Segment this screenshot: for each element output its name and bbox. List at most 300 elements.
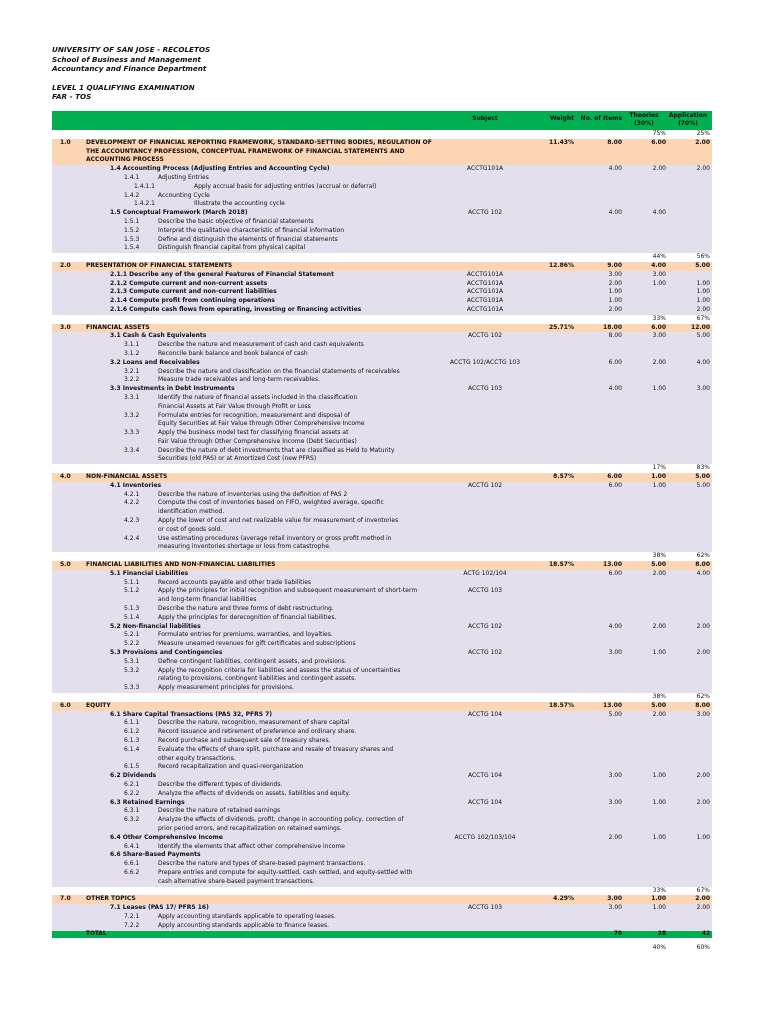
application-cell: 25%	[696, 130, 710, 137]
theories-cell: 1.00	[651, 895, 666, 903]
items-cell: 9.00	[607, 261, 622, 269]
theories-cell: 33%	[652, 886, 666, 894]
topic-text: 3.3 Investments in Debt Instruments	[110, 385, 235, 393]
items-cell: 18.00	[603, 323, 622, 331]
topic-row	[52, 394, 712, 403]
topic-text: Describe the nature and measurement of cash and cash equivalents	[158, 341, 364, 349]
section-number: 3.0	[60, 323, 71, 331]
topic-row	[52, 781, 712, 790]
subject-cell: ACCTG101A	[466, 165, 504, 173]
application-cell: 2.00	[696, 798, 710, 806]
items-cell: 3.00	[607, 895, 622, 903]
topic-row	[52, 623, 712, 632]
topic-text: 3.1 Cash & Cash Equivalents	[110, 332, 207, 340]
topic-code: 5.1.1	[124, 578, 140, 586]
application-cell: 2.00	[696, 772, 710, 780]
total-application: 42	[701, 930, 710, 937]
subject-cell: ACTG 102/104	[463, 569, 507, 577]
section-row	[52, 139, 712, 148]
topic-row	[52, 711, 712, 720]
topic-text: Record accounts payable and other trade liabilities	[158, 578, 312, 586]
section-title: ACCOUNTING PROCESS	[86, 156, 164, 164]
topic-row	[52, 737, 712, 746]
weight-cell: 11.43%	[549, 138, 574, 146]
topic-text: Measure unearned revenues for gift certificates and subscriptions	[158, 640, 356, 648]
topic-text: measuring inventories shortage or loss from catastrophe.	[158, 543, 331, 551]
items-cell: 3.00	[608, 904, 622, 912]
topic-text: Prepare entries and compute for equity-settled, cash settled, and equity-settled with	[158, 868, 413, 876]
topic-text: Interpret the qualitative characteristic of financial information	[158, 226, 345, 234]
percent-row	[52, 253, 712, 262]
topic-code: 1.5.3	[124, 235, 140, 243]
topic-row	[52, 244, 712, 253]
application-cell: 12.00	[691, 323, 710, 331]
topic-row	[52, 649, 712, 658]
application-cell: 2.00	[696, 649, 710, 657]
topic-row	[52, 236, 712, 245]
topic-code: 6.1.2	[124, 728, 140, 736]
application-cell: 4.00	[696, 358, 710, 366]
topic-text: 1.5 Conceptual Framework (March 2018)	[110, 209, 248, 217]
topic-text: 5.3 Provisions and Contingencies	[110, 649, 223, 657]
section-row	[52, 262, 712, 271]
topic-code: 4.2.4	[124, 534, 140, 542]
topic-code: 5.1.2	[124, 587, 140, 595]
topic-text: Describe the nature of inventories using the definition of PAS 2	[158, 490, 348, 498]
topic-text: Formulate entries for recognition, measurement and disposal of	[158, 411, 350, 419]
section-row	[52, 561, 712, 570]
application-cell: 67%	[696, 886, 710, 894]
application-cell: 5.00	[696, 481, 710, 489]
subject-cell: ACCTG101A	[466, 279, 504, 287]
topic-text: Fair Value through Other Comprehensive Income (Debt Securities)	[158, 437, 357, 445]
theories-cell: 4.00	[651, 261, 666, 269]
topic-code: 4.2.2	[124, 499, 140, 507]
topic-row	[52, 412, 712, 421]
topic-code: 5.1.4	[124, 613, 140, 621]
topic-text: Apply the business model test for classifying financial assets at	[158, 429, 349, 437]
total-row	[52, 931, 712, 938]
topic-row	[52, 658, 712, 667]
topic-code: 6.1.3	[124, 736, 140, 744]
topic-row	[52, 587, 712, 596]
weight-cell: 4.29%	[553, 895, 574, 903]
topic-code: 3.3.2	[124, 411, 140, 419]
topic-row	[52, 517, 712, 526]
topic-row	[52, 614, 712, 623]
topic-text: Equity Securities at Fair Value through Other Comprehensive Income	[158, 420, 365, 428]
topic-row	[52, 816, 712, 825]
items-cell: 6.00	[608, 481, 622, 489]
topic-row	[52, 746, 712, 755]
application-cell: 67%	[696, 314, 710, 322]
topic-row	[52, 640, 712, 649]
topic-code: 3.2.1	[124, 367, 140, 375]
document-header	[52, 45, 210, 102]
weight-cell: 18.57%	[549, 561, 574, 569]
subject-cell: ACCTG 102	[467, 622, 503, 630]
subject-cell: ACCTG101A	[466, 270, 504, 278]
topic-row	[52, 596, 712, 605]
application-cell: 8.00	[695, 701, 710, 709]
topic-code: 1.4.2	[124, 191, 140, 199]
topic-text: 6.6 Share-Based Payments	[110, 851, 201, 859]
items-cell: 4.00	[608, 622, 622, 630]
topic-row	[52, 209, 712, 218]
topic-text: Describe the basic objective of financial statements	[158, 217, 314, 225]
application-cell: 2.00	[696, 305, 710, 313]
weight-cell: 12.86%	[549, 261, 574, 269]
topic-row	[52, 306, 712, 315]
topic-text: 6.2 Dividends	[110, 772, 157, 780]
items-cell: 3.00	[608, 772, 622, 780]
topic-row	[52, 878, 712, 887]
topic-text: Define and distinguish the elements of financial statements	[158, 235, 338, 243]
topic-row	[52, 728, 712, 737]
application-cell: 5.00	[695, 473, 710, 481]
topic-row	[52, 376, 712, 385]
topic-code: 3.3.4	[124, 446, 140, 454]
department-name: Accountancy and Finance Department	[52, 64, 207, 73]
topic-row	[52, 280, 712, 289]
topic-text: Measure trade receivables and long-term receivables.	[158, 376, 320, 384]
topic-text: 6.4 Other Comprehensive Income	[110, 833, 223, 841]
topic-row	[52, 570, 712, 579]
topic-text: and long-term financial liabilities	[158, 596, 257, 604]
theories-cell: 38%	[652, 693, 666, 700]
topic-text: Adjusting Entries	[158, 173, 209, 181]
application-header: Application (70%)	[668, 112, 708, 127]
footer-theories-pct: 40%	[652, 943, 666, 951]
theories-cell: 1.00	[652, 279, 666, 287]
topic-row	[52, 904, 712, 913]
topic-code: 6.1.1	[124, 719, 140, 727]
topic-code: 5.3.2	[124, 666, 140, 674]
school-name: School of Business and Management	[52, 54, 201, 64]
subject-cell: ACCTG 102	[467, 649, 503, 657]
topic-text: 7.1 Leases (PAS 17/ PFRS 16)	[110, 904, 209, 912]
theories-cell: 3.00	[652, 332, 666, 340]
theories-cell: 5.00	[651, 701, 666, 709]
application-cell: 3.00	[696, 710, 710, 718]
theories-cell: 1.00	[652, 385, 666, 393]
topic-code: 4.2.3	[124, 517, 140, 525]
items-cell: 2.00	[608, 305, 622, 313]
topic-text: 5.2 Non-financial liabilities	[110, 622, 201, 630]
topic-text: Identify the elements that affect other comprehensive income	[158, 842, 345, 850]
items-cell: 1.00	[608, 288, 622, 296]
section-number: 4.0	[60, 473, 71, 481]
topic-text: Illustrate the accounting cycle	[194, 200, 285, 208]
topic-row	[52, 227, 712, 236]
topic-text: Apply the principles for initial recognition and subsequent measurement of short-term	[158, 587, 418, 595]
percent-row	[52, 464, 712, 473]
topic-text: Apply measurement principles for provisions.	[158, 684, 295, 692]
subject-cell: ACCTG 103	[467, 385, 503, 393]
items-cell: 5.00	[608, 710, 622, 718]
table-header-row	[52, 111, 712, 130]
topic-row	[52, 499, 712, 508]
topic-row	[52, 183, 712, 192]
topic-row	[52, 332, 712, 341]
application-cell: 1.00	[696, 297, 710, 305]
topic-row	[52, 508, 712, 517]
topic-row	[52, 174, 712, 183]
topic-text: Apply the recognition criteria for liabilities and assess the status of uncertainties	[158, 666, 401, 674]
topic-row	[52, 772, 712, 781]
topic-text: Securities (old PAS) or at Amortized Cost (new PFRS)	[158, 455, 317, 463]
items-cell: 8.00	[608, 332, 622, 340]
topic-text: Financial Assets at Fair Value through Profit or Loss	[158, 402, 311, 410]
items-cell: 2.00	[608, 279, 622, 287]
application-cell: 1.00	[696, 288, 710, 296]
topic-text: 4.1 Inventories	[110, 481, 162, 489]
topic-row	[52, 368, 712, 377]
topic-text: Apply the principles for derecognition of financial liabilities.	[158, 613, 337, 621]
theories-cell: 44%	[652, 253, 666, 261]
topic-code: 1.4.1	[124, 173, 140, 181]
application-cell: 62%	[696, 552, 710, 560]
application-cell: 2.00	[696, 622, 710, 630]
application-cell: 5.00	[696, 332, 710, 340]
topic-text: Describe the nature and three forms of debt restructuring.	[158, 605, 334, 613]
subject-cell: ACCTG 103	[467, 904, 503, 912]
weight-cell: 18.57%	[549, 701, 574, 709]
theories-cell: 5.00	[651, 561, 666, 569]
application-cell: 83%	[696, 464, 710, 472]
topic-text: 2.1.4 Compute profit from continuing operations	[110, 297, 275, 305]
application-cell: 8.00	[695, 561, 710, 569]
topic-text: Describe the nature, recognition, measurement of share capital	[158, 719, 350, 727]
topic-row	[52, 913, 712, 922]
topic-text: Distinguish financial capital from physical capital	[158, 244, 306, 252]
topic-text: 2.1.6 Compute cash flows from operating, investing or financing activities	[110, 305, 362, 313]
topic-text: Describe the different types of dividends.	[158, 780, 283, 788]
topic-text: Formulate entries for premiums, warranties, and loyalties.	[158, 631, 333, 639]
topic-code: 5.1.3	[124, 605, 140, 613]
topic-text: Record purchase and subsequent sale of treasury shares.	[158, 736, 331, 744]
topic-row	[52, 667, 712, 676]
topic-code: 3.3.1	[124, 393, 140, 401]
theories-cell: 2.00	[652, 165, 666, 173]
application-cell: 2.00	[696, 165, 710, 173]
items-cell: 2.00	[608, 833, 622, 841]
topic-text: 6.1 Share Capital Transactions (PAS 32, PFRS 7)	[110, 710, 273, 718]
topic-text: Compute the cost of inventories based on FIFO, weighted average, specific	[158, 499, 384, 507]
theories-cell: 3.00	[652, 270, 666, 278]
theories-cell: 2.00	[652, 622, 666, 630]
theories-header: Theories (30%)	[629, 112, 659, 127]
theories-cell: 1.00	[652, 798, 666, 806]
application-cell: 1.00	[696, 833, 710, 841]
topic-code: 6.1.5	[124, 763, 140, 771]
theories-cell: 1.00	[652, 772, 666, 780]
section-row	[52, 702, 712, 711]
application-cell: 1.00	[696, 279, 710, 287]
theories-cell: 4.00	[652, 209, 666, 217]
total-label: TOTAL	[86, 930, 107, 937]
topic-row	[52, 675, 712, 684]
topic-text: Accounting Cycle	[158, 191, 210, 199]
application-cell: 62%	[696, 693, 710, 700]
section-title: PRESENTATION OF FINANCIAL STATEMENTS	[86, 261, 233, 269]
topic-code: 6.3.1	[124, 807, 140, 815]
topic-row	[52, 482, 712, 491]
topic-code: 1.4.2.1	[134, 200, 155, 208]
topic-row	[52, 297, 712, 306]
section-number: 1.0	[60, 138, 71, 146]
theories-cell: 38%	[652, 552, 666, 560]
subject-cell: ACCTG 104	[467, 798, 503, 806]
topic-code: 1.5.1	[124, 217, 140, 225]
items-cell: 6.00	[608, 358, 622, 366]
section-title: FINANCIAL ASSETS	[86, 323, 150, 331]
theories-cell: 2.00	[652, 710, 666, 718]
topic-text: Reconcile bank balance and book balance of cash	[158, 349, 308, 357]
topic-text: identification method.	[158, 508, 225, 516]
subject-cell: ACCTG 104	[467, 772, 503, 780]
section-number: 5.0	[60, 561, 71, 569]
topic-row	[52, 288, 712, 297]
topic-text: Describe the nature of retained earnings	[158, 807, 281, 815]
topic-row	[52, 763, 712, 772]
application-cell: 2.00	[696, 904, 710, 912]
topic-text: prior period errors, and recapitalization on retained earnings.	[158, 824, 342, 832]
topic-row	[52, 631, 712, 640]
topic-text: 1.4 Accounting Process (Adjusting Entries and Accounting Cycle)	[110, 165, 330, 173]
topic-code: 6.6.2	[124, 868, 140, 876]
section-row	[52, 324, 712, 333]
weight-cell: 8.57%	[553, 473, 574, 481]
section-row	[52, 895, 712, 904]
footer-percent-row	[52, 944, 712, 953]
topic-row	[52, 455, 712, 464]
theories-cell: 17%	[652, 464, 666, 472]
section-row	[52, 156, 712, 165]
topic-row	[52, 341, 712, 350]
topic-text: Analyze the effects of dividends on assets, liabilities and equity.	[158, 789, 351, 797]
topic-text: Record recapitalization and quasi-reorganization	[158, 763, 304, 771]
topic-text: Identify the nature of financial assets included in the classification	[158, 393, 358, 401]
topic-code: 3.3.3	[124, 429, 140, 437]
percent-row	[52, 315, 712, 324]
topic-code: 6.2.2	[124, 789, 140, 797]
topic-row	[52, 271, 712, 280]
theories-cell: 6.00	[651, 323, 666, 331]
section-title: FINANCIAL LIABILITIES AND NON-FINANCIAL LIABILITIES	[86, 561, 276, 569]
topic-text: Define contingent liabilities, contingent assets, and provisions.	[158, 657, 347, 665]
subject-cell: ACCTG 102	[467, 481, 503, 489]
university-name: UNIVERSITY OF SAN JOSE - RECOLETOS	[52, 45, 211, 54]
subject-cell: ACCTG 102/103/104	[454, 833, 516, 841]
items-cell: 3.00	[608, 649, 622, 657]
topic-row	[52, 684, 712, 693]
topic-row	[52, 922, 712, 931]
topic-row	[52, 403, 712, 412]
subject-cell: ACCTG101A	[466, 288, 504, 296]
section-title: NON-FINANCIAL ASSETS	[86, 473, 168, 481]
exam-subtitle: FAR - TOS	[52, 92, 92, 101]
topic-row	[52, 860, 712, 869]
topic-code: 6.3.2	[124, 816, 140, 824]
section-number: 6.0	[60, 701, 71, 709]
percent-row	[52, 130, 712, 139]
section-title: THE ACCOUNTANCY PROFESSION, CONCEPTUAL FRAMEWORK OF FINANCIAL STATEMENTS AND	[86, 147, 405, 155]
section-number: 2.0	[60, 261, 71, 269]
theories-cell: 2.00	[652, 358, 666, 366]
topic-row	[52, 790, 712, 799]
topic-row	[52, 719, 712, 728]
theories-cell: 1.00	[652, 481, 666, 489]
total-items: 70	[613, 930, 622, 937]
items-cell: 4.00	[608, 209, 622, 217]
topic-text: 2.1.1 Describe any of the general Features of Financial Statement	[110, 270, 334, 278]
application-cell: 2.00	[695, 138, 710, 146]
topic-row	[52, 165, 712, 174]
topic-text: Use estimating procedures (average retail inventory or gross profit method in	[158, 534, 392, 542]
tos-table	[52, 111, 712, 953]
application-cell: 56%	[696, 253, 710, 261]
items-cell: 13.00	[603, 561, 622, 569]
topic-code: 6.6.1	[124, 860, 140, 868]
topic-text: or cost of goods sold.	[158, 525, 223, 533]
section-row	[52, 148, 712, 157]
topic-row	[52, 535, 712, 544]
section-row	[52, 473, 712, 482]
topic-row	[52, 605, 712, 614]
topic-text: Analyze the effects of dividends, profit, change in accounting policy, correction of	[158, 816, 404, 824]
topic-code: 3.1.1	[124, 341, 140, 349]
topic-row	[52, 755, 712, 764]
topic-code: 1.5.4	[124, 244, 140, 252]
weight-cell: 25.71%	[549, 323, 574, 331]
subject-cell: ACCTG 102/ACCTG 103	[449, 358, 521, 366]
topic-code: 6.1.4	[124, 745, 140, 753]
topic-text: Apply accounting standards applicable to finance leases.	[158, 921, 330, 929]
topic-code: 5.2.1	[124, 631, 140, 639]
topic-code: 7.2.1	[124, 912, 140, 920]
topic-text: Apply accrual basis for adjusting entries (accrual or deferral)	[194, 182, 377, 190]
topic-row	[52, 447, 712, 456]
theories-cell: 75%	[652, 130, 666, 137]
topic-row	[52, 350, 712, 359]
total-theories: 28	[657, 930, 666, 937]
application-cell: 4.00	[696, 569, 710, 577]
topic-row	[52, 200, 712, 209]
topic-text: Describe the nature of debt investments that are classified as Held to Maturity	[158, 446, 395, 454]
topic-row	[52, 359, 712, 368]
percent-row	[52, 887, 712, 896]
topic-row	[52, 543, 712, 552]
topic-code: 3.2.2	[124, 376, 140, 384]
topic-row	[52, 869, 712, 878]
topic-row	[52, 843, 712, 852]
topic-code: 1.5.2	[124, 226, 140, 234]
subject-cell: ACCTG 104	[467, 710, 503, 718]
topic-code: 5.3.3	[124, 684, 140, 692]
topic-row	[52, 834, 712, 843]
items-cell: 13.00	[603, 701, 622, 709]
topic-row	[52, 429, 712, 438]
exam-title: LEVEL 1 QUALIFYING EXAMINATION	[52, 82, 195, 92]
topic-text: Record issuance and retirement of preference and ordinary share.	[158, 728, 357, 736]
topic-code: 3.1.2	[124, 349, 140, 357]
topic-code: 6.4.1	[124, 842, 140, 850]
items-cell: 3.00	[608, 798, 622, 806]
application-cell: 2.00	[695, 895, 710, 903]
section-title: EQUITY	[86, 701, 111, 709]
theories-cell: 6.00	[651, 138, 666, 146]
